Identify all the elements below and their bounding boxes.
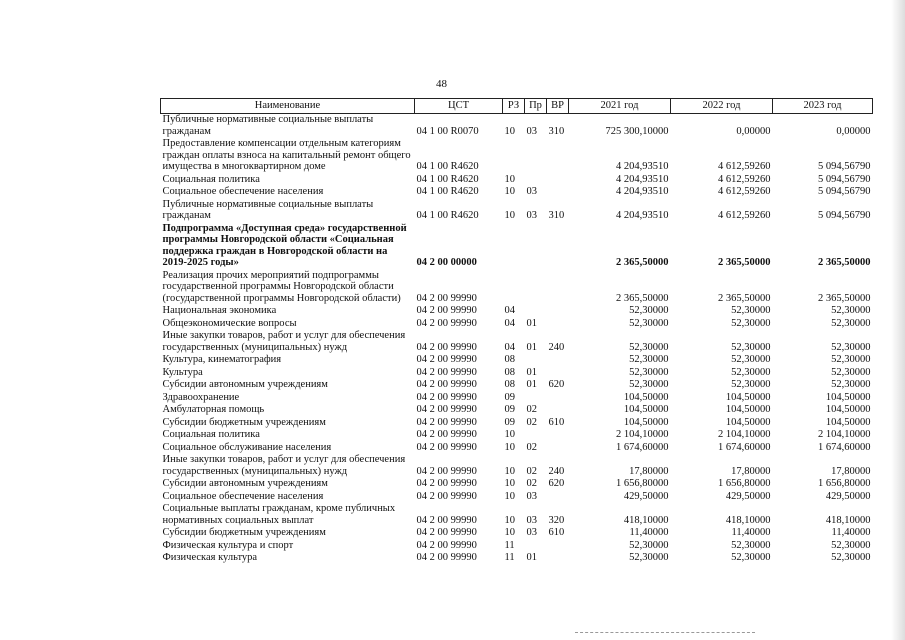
row-value-2022: 52,30000	[731, 366, 771, 378]
row-rz: 10	[504, 210, 515, 221]
row-vr	[547, 174, 569, 187]
row-rz: 10	[504, 441, 515, 453]
row-vr	[547, 138, 569, 174]
table-row	[161, 270, 873, 306]
row-name: Физическая культура и спорт	[162, 539, 294, 551]
row-cst: 04 1 00 R4620	[416, 173, 479, 185]
row-vr	[547, 305, 569, 318]
row-name: Культура	[162, 366, 203, 378]
row-rz: 09	[504, 404, 515, 415]
row-name: Предоставление компенсации отдельным категориям граждан оплаты взноса на капитальный ремонт общего имущества в многоквартирном доме	[162, 138, 411, 172]
row-name: Физическая культура	[162, 552, 258, 563]
row-pr	[525, 223, 547, 270]
table-row	[161, 491, 873, 504]
table-row	[161, 138, 873, 174]
row-vr	[547, 392, 569, 405]
row-value-2021: 418,10000	[623, 514, 669, 526]
row-value-2023: 52,30000	[831, 539, 871, 551]
row-cst: 04 1 00 R4620	[416, 186, 479, 197]
row-rz: 04	[504, 305, 515, 316]
row-name: Общеэкономические вопросы	[162, 317, 297, 329]
row-value-2022: 1 674,60000	[718, 441, 771, 453]
budget-table	[160, 98, 873, 565]
row-value-2023: 2 365,50000	[818, 257, 871, 268]
row-pr	[525, 354, 547, 367]
row-value-2023: 5 094,56790	[818, 210, 871, 221]
row-rz: 10	[504, 125, 515, 137]
row-value-2023: 418,10000	[825, 514, 871, 526]
row-vr	[547, 404, 569, 417]
header-rz: РЗ	[503, 99, 525, 114]
table-row	[161, 114, 873, 139]
row-value-2023: 104,50000	[825, 391, 871, 403]
row-pr	[525, 138, 547, 174]
row-value-2023: 5 094,56790	[818, 161, 871, 172]
table-row	[161, 367, 873, 380]
row-value-2023: 52,30000	[831, 379, 871, 390]
row-value-2021: 4 204,93510	[616, 161, 669, 172]
row-value-2021: 4 204,93510	[616, 173, 669, 185]
row-cst: 04 2 00 99990	[416, 429, 477, 440]
row-name: Субсидии автономным учреждениям	[162, 379, 328, 390]
row-value-2023: 17,80000	[831, 465, 871, 477]
row-cst: 04 2 00 99990	[416, 366, 477, 378]
row-value-2022: 52,30000	[731, 305, 771, 316]
table-row	[161, 527, 873, 540]
row-vr	[547, 354, 569, 367]
row-name: Социальное обеспечение населения	[162, 186, 324, 197]
row-cst: 04 2 00 99990	[416, 539, 477, 551]
row-vr	[547, 540, 569, 553]
row-name: Подпрограмма «Доступная среда» государственной программы Новгородской области «Социальная поддержка граждан в Новгородской области на 2019-2025 годы»	[162, 222, 407, 268]
row-vr: 320	[548, 514, 565, 526]
row-rz: 04	[504, 317, 515, 329]
row-pr: 01	[526, 366, 537, 378]
row-pr: 02	[526, 441, 537, 453]
row-value-2021: 104,50000	[623, 416, 669, 428]
row-name: Публичные нормативные социальные выплаты гражданам	[162, 114, 374, 137]
row-name: Культура, кинематография	[162, 354, 282, 365]
row-rz: 09	[504, 416, 515, 428]
row-vr	[547, 186, 569, 199]
row-value-2021: 725 300,10000	[605, 125, 669, 137]
row-value-2021: 104,50000	[623, 404, 669, 415]
row-value-2023: 429,50000	[825, 490, 871, 502]
table-row	[161, 318, 873, 331]
row-name: Национальная экономика	[162, 305, 277, 316]
row-value-2023: 0,00000	[836, 125, 871, 137]
header-cst: ЦСТ	[415, 99, 503, 114]
row-value-2022: 17,80000	[731, 465, 771, 477]
row-vr	[547, 270, 569, 306]
row-vr	[547, 367, 569, 380]
row-pr	[525, 540, 547, 553]
row-rz: 10	[504, 465, 515, 477]
row-name: Социальные выплаты гражданам, кроме публичных нормативных социальных выплат	[162, 503, 396, 526]
row-pr: 03	[526, 210, 537, 221]
row-name: Субсидии автономным учреждениям	[162, 478, 328, 489]
row-pr: 02	[526, 416, 537, 428]
row-value-2021: 52,30000	[629, 366, 669, 378]
row-vr	[547, 442, 569, 455]
row-cst: 04 2 00 99990	[416, 465, 477, 477]
row-value-2022: 52,30000	[731, 354, 771, 365]
row-name: Публичные нормативные социальные выплаты гражданам	[162, 198, 374, 221]
row-name: Амбулаторная помощь	[162, 404, 265, 415]
row-value-2021: 104,50000	[623, 391, 669, 403]
row-value-2022: 1 656,80000	[718, 478, 771, 489]
row-rz	[503, 138, 525, 174]
table-row	[161, 354, 873, 367]
header-2021: 2021 год	[569, 99, 671, 114]
row-pr: 03	[526, 527, 537, 538]
row-value-2022: 2 104,10000	[718, 429, 771, 440]
row-name: Социальная политика	[162, 429, 260, 440]
row-rz: 10	[504, 429, 515, 440]
table-row	[161, 174, 873, 187]
row-pr: 01	[526, 341, 537, 353]
row-name: Иные закупки товаров, работ и услуг для обеспечения государственных (муниципальных) нужд	[162, 454, 406, 477]
row-value-2021: 11,40000	[629, 527, 669, 538]
row-vr: 310	[548, 125, 565, 137]
row-pr: 01	[526, 552, 537, 563]
page-number: 48	[436, 78, 447, 90]
row-value-2021: 52,30000	[629, 305, 669, 316]
row-name: Здравоохранение	[162, 391, 240, 403]
row-value-2022: 418,10000	[725, 514, 771, 526]
row-pr	[525, 305, 547, 318]
row-value-2022: 104,50000	[725, 416, 771, 428]
row-value-2023: 11,40000	[831, 527, 871, 538]
table-body	[161, 114, 873, 565]
row-cst: 04 2 00 99990	[416, 416, 477, 428]
row-pr: 01	[526, 317, 537, 329]
header-name: Наименование	[161, 99, 415, 114]
row-name: Реализация прочих мероприятий подпрограммы государственной программы Новгородской области (государственной программы Новгородской области)	[162, 269, 401, 304]
row-value-2022: 104,50000	[725, 404, 771, 415]
row-rz: 08	[504, 379, 515, 390]
row-rz: 08	[504, 366, 515, 378]
table-row	[161, 379, 873, 392]
row-pr: 02	[526, 404, 537, 415]
table-row	[161, 503, 873, 527]
row-value-2021: 52,30000	[629, 552, 669, 563]
row-value-2021: 2 365,50000	[616, 292, 669, 304]
row-vr: 240	[548, 465, 565, 477]
row-value-2022: 11,40000	[731, 527, 771, 538]
row-pr: 02	[526, 465, 537, 477]
row-value-2021: 52,30000	[629, 354, 669, 365]
row-pr	[525, 270, 547, 306]
row-vr: 240	[548, 341, 565, 353]
header-pr: Пр	[525, 99, 547, 114]
row-rz: 10	[504, 173, 515, 185]
row-value-2022: 4 612,59260	[718, 173, 771, 185]
row-value-2021: 429,50000	[623, 490, 669, 502]
table-row	[161, 199, 873, 223]
row-cst: 04 2 00 99990	[416, 305, 477, 316]
row-name: Социальное обслуживание населения	[162, 441, 332, 453]
row-value-2021: 2 104,10000	[616, 429, 669, 440]
row-pr	[525, 429, 547, 442]
row-name: Социальная политика	[162, 173, 260, 185]
row-pr: 03	[526, 125, 537, 137]
row-value-2022: 0,00000	[736, 125, 771, 137]
row-cst: 04 2 00 99990	[416, 317, 477, 329]
row-name: Субсидии бюджетным учреждениям	[162, 416, 326, 428]
row-value-2022: 4 612,59260	[718, 210, 771, 221]
table-row	[161, 454, 873, 478]
row-rz: 10	[504, 490, 515, 502]
row-value-2023: 52,30000	[831, 366, 871, 378]
row-name: Социальное обеспечение населения	[162, 490, 324, 502]
row-pr: 03	[526, 186, 537, 197]
row-vr	[547, 318, 569, 331]
table-row	[161, 186, 873, 199]
row-value-2022: 104,50000	[725, 391, 771, 403]
row-value-2021: 1 656,80000	[616, 478, 669, 489]
header-2022: 2022 год	[671, 99, 773, 114]
row-value-2023: 52,30000	[831, 305, 871, 316]
row-rz: 11	[504, 552, 515, 563]
row-value-2022: 2 365,50000	[718, 257, 771, 268]
row-pr: 03	[526, 490, 537, 502]
row-value-2023: 104,50000	[825, 416, 871, 428]
row-name: Субсидии бюджетным учреждениям	[162, 527, 326, 538]
row-value-2022: 52,30000	[731, 539, 771, 551]
row-cst: 04 1 00 R4620	[416, 161, 479, 172]
row-rz	[503, 270, 525, 306]
row-rz: 10	[504, 478, 515, 489]
row-rz: 09	[504, 391, 515, 403]
row-value-2023: 2 104,10000	[818, 429, 871, 440]
row-vr: 610	[548, 527, 565, 538]
row-value-2023: 5 094,56790	[818, 173, 871, 185]
row-value-2021: 52,30000	[629, 379, 669, 390]
row-value-2021: 4 204,93510	[616, 186, 669, 197]
table-header-row	[161, 99, 873, 114]
row-rz: 10	[504, 527, 515, 538]
table-row	[161, 429, 873, 442]
row-cst: 04 2 00 99990	[416, 478, 477, 489]
row-value-2021: 4 204,93510	[616, 210, 669, 221]
row-value-2021: 52,30000	[629, 539, 669, 551]
row-value-2021: 52,30000	[629, 341, 669, 353]
row-vr: 620	[548, 379, 565, 390]
table-row	[161, 442, 873, 455]
row-value-2023: 52,30000	[831, 341, 871, 353]
row-cst: 04 2 00 99990	[416, 292, 477, 304]
row-pr: 03	[526, 514, 537, 526]
row-pr: 02	[526, 478, 537, 489]
row-name: Иные закупки товаров, работ и услуг для обеспечения государственных (муниципальных) нужд	[162, 330, 406, 353]
header-vr: ВР	[547, 99, 569, 114]
row-value-2022: 2 365,50000	[718, 292, 771, 304]
row-rz: 11	[504, 539, 515, 551]
row-value-2023: 52,30000	[831, 552, 871, 563]
row-vr: 310	[548, 210, 565, 221]
row-rz: 10	[504, 186, 515, 197]
row-vr: 620	[548, 478, 565, 489]
scan-bottom-mark	[575, 632, 755, 635]
row-cst: 04 2 00 99990	[416, 391, 477, 403]
row-rz	[503, 223, 525, 270]
row-rz: 10	[504, 514, 515, 526]
row-value-2022: 4 612,59260	[718, 186, 771, 197]
row-vr	[547, 491, 569, 504]
row-value-2022: 4 612,59260	[718, 161, 771, 172]
row-cst: 04 2 00 99990	[416, 552, 477, 563]
row-vr	[547, 429, 569, 442]
table-row	[161, 552, 873, 565]
row-cst: 04 1 00 R0070	[416, 125, 479, 137]
row-cst: 04 2 00 99990	[416, 341, 477, 353]
table-row	[161, 540, 873, 553]
row-value-2023: 2 365,50000	[818, 292, 871, 304]
row-rz: 04	[504, 341, 515, 353]
table-row	[161, 223, 873, 270]
row-cst: 04 2 00 99990	[416, 441, 477, 453]
row-value-2021: 1 674,60000	[616, 441, 669, 453]
row-cst: 04 2 00 99990	[416, 514, 477, 526]
scan-edge-shadow	[891, 0, 905, 640]
row-rz: 08	[504, 354, 515, 365]
row-value-2022: 429,50000	[725, 490, 771, 502]
row-value-2022: 52,30000	[731, 379, 771, 390]
row-pr	[525, 392, 547, 405]
row-vr	[547, 552, 569, 565]
row-pr: 01	[526, 379, 537, 390]
row-value-2021: 2 365,50000	[616, 257, 669, 268]
row-cst: 04 2 00 99990	[416, 490, 477, 502]
table-row	[161, 392, 873, 405]
table-row	[161, 330, 873, 354]
table-row	[161, 404, 873, 417]
row-vr: 610	[548, 416, 565, 428]
row-value-2021: 52,30000	[629, 317, 669, 329]
table-row	[161, 417, 873, 430]
row-value-2023: 52,30000	[831, 354, 871, 365]
table-row	[161, 478, 873, 491]
row-cst: 04 1 00 R4620	[416, 210, 479, 221]
header-2023: 2023 год	[773, 99, 873, 114]
row-pr	[525, 174, 547, 187]
table-row	[161, 305, 873, 318]
row-value-2023: 1 674,60000	[818, 441, 871, 453]
row-value-2022: 52,30000	[731, 552, 771, 563]
row-value-2023: 104,50000	[825, 404, 871, 415]
row-vr	[547, 223, 569, 270]
row-cst: 04 2 00 00000	[416, 257, 477, 268]
row-value-2022: 52,30000	[731, 317, 771, 329]
row-value-2023: 1 656,80000	[818, 478, 871, 489]
row-value-2023: 5 094,56790	[818, 186, 871, 197]
row-value-2023: 52,30000	[831, 317, 871, 329]
row-value-2021: 17,80000	[629, 465, 669, 477]
row-cst: 04 2 00 99990	[416, 354, 477, 365]
row-value-2022: 52,30000	[731, 341, 771, 353]
row-cst: 04 2 00 99990	[416, 404, 477, 415]
row-cst: 04 2 00 99990	[416, 527, 477, 538]
row-cst: 04 2 00 99990	[416, 379, 477, 390]
